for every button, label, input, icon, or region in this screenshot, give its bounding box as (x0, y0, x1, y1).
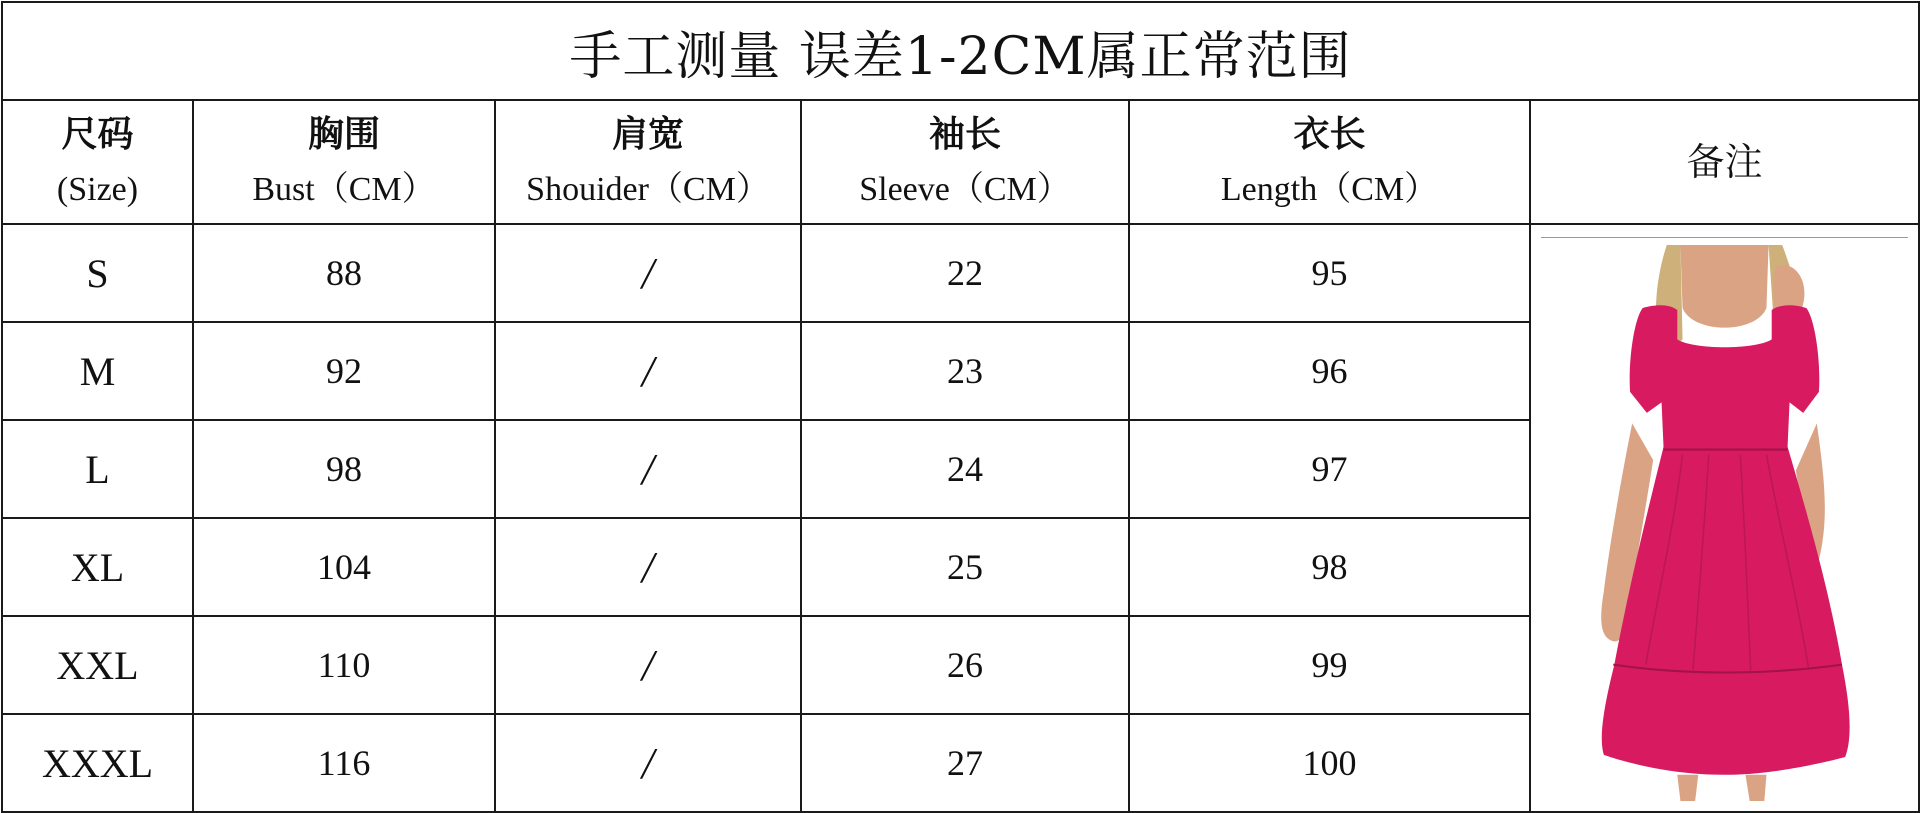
header-length-en: Length（CM） (1220, 171, 1439, 208)
header-size (2, 100, 193, 224)
product-photo-cell (1530, 224, 1919, 812)
sleeve-cell: 27 (801, 714, 1129, 812)
header-note: 备注 (1530, 100, 1919, 224)
length-cell: 99 (1129, 616, 1530, 714)
size-cell: XXL (2, 616, 193, 714)
size-cell: S (2, 224, 193, 322)
header-bust-zh: 胸围 (307, 113, 380, 155)
header-shoulder-en: Shouider（CM） (526, 171, 770, 208)
header-length (1129, 100, 1530, 224)
length-cell: 96 (1129, 322, 1530, 420)
length-cell: 97 (1129, 420, 1530, 518)
table-row (2, 224, 1919, 322)
size-chart-table (1, 1, 1920, 813)
title-row (2, 2, 1919, 100)
header-shoulder (495, 100, 801, 224)
header-row (2, 100, 1919, 224)
header-sleeve-en: Sleeve（CM） (859, 171, 1071, 208)
sleeve-cell: 23 (801, 322, 1129, 420)
length-cell: 95 (1129, 224, 1530, 322)
header-bust (193, 100, 495, 224)
dress-photo-svg (1551, 245, 1898, 801)
shoulder-cell: / (495, 518, 801, 616)
header-length-zh: 衣长 (1293, 113, 1366, 155)
length-cell: 98 (1129, 518, 1530, 616)
chart-title: 手工测量 误差1-2CM属正常范围 (2, 2, 1919, 100)
header-size-en: (Size) (56, 171, 139, 208)
photo-divider (1541, 237, 1908, 238)
shoulder-cell: / (495, 714, 801, 812)
header-sleeve (801, 100, 1129, 224)
sleeve-cell: 24 (801, 420, 1129, 518)
bust-cell: 104 (193, 518, 495, 616)
size-cell: XL (2, 518, 193, 616)
bust-cell: 116 (193, 714, 495, 812)
shoulder-cell: / (495, 322, 801, 420)
shoulder-cell: / (495, 616, 801, 714)
length-cell: 100 (1129, 714, 1530, 812)
sleeve-cell: 22 (801, 224, 1129, 322)
size-cell: XXXL (2, 714, 193, 812)
header-size-zh: 尺码 (61, 113, 134, 155)
sleeve-cell: 26 (801, 616, 1129, 714)
bust-cell: 110 (193, 616, 495, 714)
header-shoulder-zh: 肩宽 (611, 113, 684, 155)
bust-cell: 88 (193, 224, 495, 322)
shoulder-cell: / (495, 420, 801, 518)
dress-photo-icon (1551, 245, 1898, 801)
size-cell: M (2, 322, 193, 420)
sleeve-cell: 25 (801, 518, 1129, 616)
size-cell: L (2, 420, 193, 518)
bust-cell: 98 (193, 420, 495, 518)
header-sleeve-zh: 袖长 (928, 113, 1001, 155)
shoulder-cell: / (495, 224, 801, 322)
header-bust-en: Bust（CM） (252, 171, 436, 208)
bust-cell: 92 (193, 322, 495, 420)
